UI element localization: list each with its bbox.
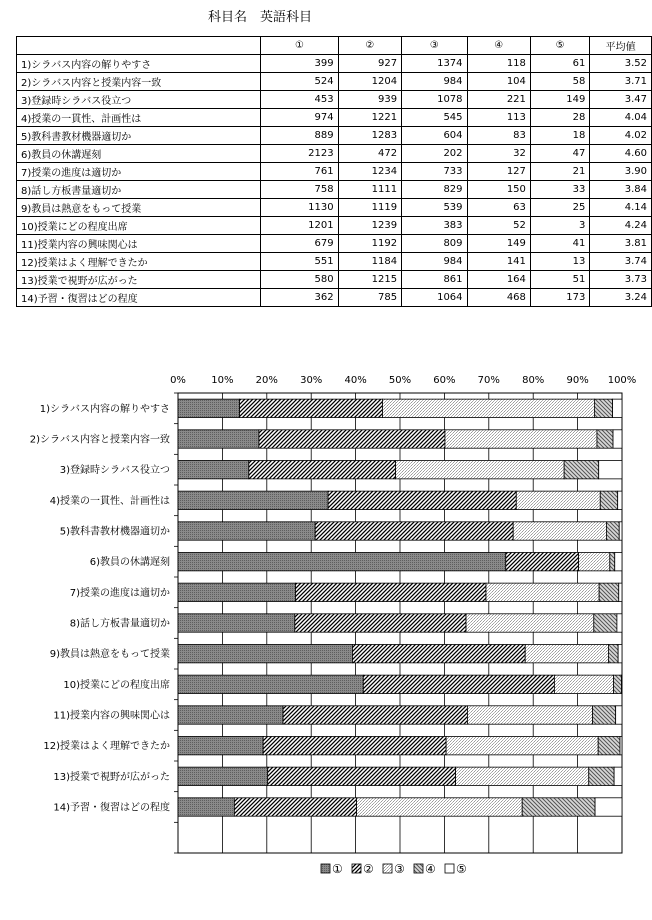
table-row	[17, 145, 652, 163]
x-tick-label: 10%	[211, 375, 234, 386]
bar-segment	[506, 552, 579, 570]
legend-label: ①	[332, 862, 343, 876]
legend-swatch	[321, 864, 330, 873]
mean-cell: 3.90	[590, 163, 652, 181]
count-cell: 149	[530, 91, 589, 109]
mean-cell: 3.84	[590, 181, 652, 199]
count-cell: 21	[530, 163, 589, 181]
bar-segment	[382, 399, 594, 417]
table-header-cell: ②	[338, 37, 401, 55]
mean-cell: 3.24	[590, 289, 652, 307]
bar-segment	[178, 491, 328, 509]
bar-segment	[597, 430, 613, 448]
bar-segment	[613, 399, 622, 417]
legend-label: ②	[363, 862, 374, 876]
bar-segment	[618, 644, 622, 662]
count-cell: 809	[402, 235, 467, 253]
bar-segment	[598, 736, 620, 754]
row-label: 14)予習・復習はどの程度	[17, 289, 261, 307]
bar-segment	[178, 552, 506, 570]
table-header-cell: ①	[261, 37, 338, 55]
bar-segment	[513, 522, 606, 540]
bar-segment	[178, 706, 283, 724]
count-cell: 472	[338, 145, 401, 163]
bar-segment	[594, 399, 612, 417]
subject-title: 科目名 英語科目	[208, 10, 313, 25]
bar-segment	[613, 430, 622, 448]
x-tick-label: 60%	[433, 375, 456, 386]
count-cell: 1130	[261, 199, 338, 217]
count-cell: 984	[402, 73, 467, 91]
legend-swatch	[414, 864, 423, 873]
count-cell: 679	[261, 235, 338, 253]
bar-segment	[178, 399, 240, 417]
row-label: 12)授業はよく理解できたか	[17, 253, 261, 271]
count-cell: 221	[467, 91, 530, 109]
bar-segment	[525, 644, 608, 662]
bar-segment	[178, 522, 315, 540]
count-cell: 25	[530, 199, 589, 217]
x-tick-label: 50%	[388, 375, 412, 386]
count-cell: 2123	[261, 145, 338, 163]
category-label: 8)話し方板書量適切か	[69, 618, 170, 630]
category-label: 10)授業にどの程度出席	[63, 679, 170, 691]
x-tick-label: 40%	[344, 375, 367, 386]
table-row	[17, 253, 652, 271]
bar-segment	[357, 798, 523, 816]
bar-segment	[466, 614, 594, 632]
bar-segment	[620, 736, 622, 754]
table-header-cell	[17, 37, 261, 55]
category-label: 4)授業の一貫性、計画性は	[49, 495, 170, 507]
table-header-cell: ⑤	[530, 37, 589, 55]
bar-segment	[234, 798, 356, 816]
count-cell: 52	[467, 217, 530, 235]
count-cell: 58	[530, 73, 589, 91]
count-cell: 164	[467, 271, 530, 289]
table-header-cell: 平均値	[590, 37, 652, 55]
row-label: 3)登録時シラバス役立つ	[17, 91, 261, 109]
x-tick-label: 20%	[255, 375, 278, 386]
category-label: 5)教科書教材機器適切か	[59, 526, 170, 538]
category-label: 1)シラバス内容の解りやすさ	[39, 403, 170, 415]
x-tick-label: 0%	[170, 375, 186, 386]
bar-segment	[178, 614, 295, 632]
count-cell: 202	[402, 145, 467, 163]
bar-segment	[178, 644, 352, 662]
count-cell: 1064	[402, 289, 467, 307]
bar-segment	[594, 614, 617, 632]
category-label: 2)シラバス内容と授業内容一致	[29, 434, 170, 446]
mean-cell: 3.52	[590, 55, 652, 73]
count-cell: 173	[530, 289, 589, 307]
bar-segment	[486, 583, 599, 601]
count-cell: 551	[261, 253, 338, 271]
bar-segment	[178, 736, 263, 754]
category-label: 12)授業はよく理解できたか	[43, 741, 170, 753]
count-cell: 3	[530, 217, 589, 235]
bar-segment	[445, 430, 597, 448]
bar-segment	[178, 798, 234, 816]
bar-segment	[610, 552, 615, 570]
count-cell: 604	[402, 127, 467, 145]
count-cell: 1204	[338, 73, 401, 91]
bar-segment	[456, 767, 589, 785]
x-tick-label: 70%	[477, 375, 500, 386]
count-cell: 113	[467, 109, 530, 127]
count-cell: 104	[467, 73, 530, 91]
chart-svg	[0, 360, 652, 920]
bar-segment	[608, 644, 618, 662]
count-cell: 580	[261, 271, 338, 289]
bar-segment	[328, 491, 516, 509]
mean-cell: 4.02	[590, 127, 652, 145]
bar-segment	[579, 552, 610, 570]
table-row	[17, 235, 652, 253]
bar-segment	[606, 522, 619, 540]
legend-label: ⑤	[456, 862, 467, 876]
bar-segment	[446, 736, 598, 754]
count-cell: 468	[467, 289, 530, 307]
legend-label: ④	[425, 862, 436, 876]
bar-segment	[589, 767, 614, 785]
bar-segment	[283, 706, 467, 724]
bar-segment	[178, 583, 295, 601]
count-cell: 974	[261, 109, 338, 127]
count-cell: 33	[530, 181, 589, 199]
x-tick-label: 30%	[300, 375, 323, 386]
bar-segment	[516, 491, 600, 509]
count-cell: 1119	[338, 199, 401, 217]
legend-swatch	[352, 864, 361, 873]
row-label: 2)シラバス内容と授業内容一致	[17, 73, 261, 91]
legend-swatch	[445, 864, 454, 873]
bar-segment	[619, 522, 622, 540]
category-label: 7)授業の進度は適切か	[69, 587, 170, 599]
bar-segment	[554, 675, 613, 693]
count-cell: 1192	[338, 235, 401, 253]
row-label: 6)教員の休講遅刻	[17, 145, 261, 163]
category-label: 11)授業内容の興味関心は	[53, 710, 170, 722]
row-label: 8)話し方板書量適切か	[17, 181, 261, 199]
bar-segment	[178, 430, 259, 448]
bar-segment	[599, 460, 622, 478]
count-cell: 63	[467, 199, 530, 217]
count-cell: 51	[530, 271, 589, 289]
count-cell: 383	[402, 217, 467, 235]
bar-segment	[593, 706, 616, 724]
count-cell: 545	[402, 109, 467, 127]
count-cell: 13	[530, 253, 589, 271]
count-cell: 829	[402, 181, 467, 199]
table-row	[17, 109, 652, 127]
bar-segment	[363, 675, 554, 693]
category-label: 6)教員の休講遅刻	[89, 557, 170, 569]
table-row	[17, 73, 652, 91]
row-label: 4)授業の一貫性、計画性は	[17, 109, 261, 127]
count-cell: 733	[402, 163, 467, 181]
bar-segment	[249, 460, 396, 478]
table-header-cell: ④	[467, 37, 530, 55]
count-cell: 141	[467, 253, 530, 271]
count-cell: 399	[261, 55, 338, 73]
count-cell: 453	[261, 91, 338, 109]
row-label: 13)授業で視野が広がった	[17, 271, 261, 289]
count-cell: 861	[402, 271, 467, 289]
bar-segment	[619, 583, 622, 601]
bar-segment	[178, 675, 363, 693]
count-cell: 1234	[338, 163, 401, 181]
bar-segment	[614, 767, 622, 785]
x-tick-label: 80%	[522, 375, 545, 386]
category-label: 9)教員は熱意をもって授業	[49, 649, 170, 661]
count-cell: 1283	[338, 127, 401, 145]
bar-segment	[315, 522, 513, 540]
count-cell: 127	[467, 163, 530, 181]
bar-segment	[599, 583, 619, 601]
stacked-bar-chart	[0, 360, 652, 920]
bar-segment	[178, 460, 249, 478]
count-cell: 28	[530, 109, 589, 127]
bar-segment	[614, 675, 622, 693]
count-cell: 927	[338, 55, 401, 73]
mean-cell: 4.14	[590, 199, 652, 217]
bar-segment	[295, 583, 486, 601]
score-table	[16, 36, 652, 307]
row-label: 10)授業にどの程度出席	[17, 217, 261, 235]
count-cell: 1111	[338, 181, 401, 199]
mean-cell: 3.73	[590, 271, 652, 289]
table-row	[17, 199, 652, 217]
row-label: 1)シラバス内容の解りやすさ	[17, 55, 261, 73]
count-cell: 41	[530, 235, 589, 253]
category-label: 13)授業で視野が広がった	[53, 771, 170, 783]
count-cell: 1078	[402, 91, 467, 109]
count-cell: 1374	[402, 55, 467, 73]
mean-cell: 4.04	[590, 109, 652, 127]
count-cell: 1201	[261, 217, 338, 235]
count-cell: 83	[467, 127, 530, 145]
count-cell: 149	[467, 235, 530, 253]
x-tick-label: 90%	[566, 375, 589, 386]
count-cell: 18	[530, 127, 589, 145]
mean-cell: 3.81	[590, 235, 652, 253]
count-cell: 1215	[338, 271, 401, 289]
count-cell: 524	[261, 73, 338, 91]
count-cell: 761	[261, 163, 338, 181]
bar-segment	[259, 430, 445, 448]
table-row	[17, 289, 652, 307]
bar-segment	[616, 706, 622, 724]
count-cell: 1239	[338, 217, 401, 235]
category-label: 3)登録時シラバス役立つ	[59, 465, 170, 477]
table-row	[17, 217, 652, 235]
row-label: 7)授業の進度は適切か	[17, 163, 261, 181]
count-cell: 150	[467, 181, 530, 199]
count-cell: 1221	[338, 109, 401, 127]
table-row	[17, 91, 652, 109]
count-cell: 61	[530, 55, 589, 73]
count-cell: 118	[467, 55, 530, 73]
mean-cell: 4.60	[590, 145, 652, 163]
bar-segment	[617, 614, 622, 632]
bar-segment	[268, 767, 456, 785]
x-tick-label: 100%	[607, 375, 637, 386]
row-label: 9)教員は熱意をもって授業	[17, 199, 261, 217]
bar-segment	[467, 706, 592, 724]
table-row	[17, 181, 652, 199]
count-cell: 984	[402, 253, 467, 271]
bar-segment	[396, 460, 565, 478]
bar-segment	[600, 491, 617, 509]
count-cell: 539	[402, 199, 467, 217]
bar-segment	[615, 552, 622, 570]
bar-segment	[522, 798, 595, 816]
bar-segment	[263, 736, 446, 754]
table-row	[17, 163, 652, 181]
count-cell: 362	[261, 289, 338, 307]
row-label: 5)教科書教材機器適切か	[17, 127, 261, 145]
table-header-row	[17, 37, 652, 55]
bar-segment	[295, 614, 466, 632]
bar-segment	[595, 798, 622, 816]
bar-segment	[352, 644, 525, 662]
mean-cell: 4.24	[590, 217, 652, 235]
mean-cell: 3.71	[590, 73, 652, 91]
legend-swatch	[383, 864, 392, 873]
count-cell: 47	[530, 145, 589, 163]
count-cell: 1184	[338, 253, 401, 271]
count-cell: 889	[261, 127, 338, 145]
mean-cell: 3.47	[590, 91, 652, 109]
bar-segment	[618, 491, 622, 509]
count-cell: 32	[467, 145, 530, 163]
table-row	[17, 271, 652, 289]
count-cell: 939	[338, 91, 401, 109]
count-cell: 785	[338, 289, 401, 307]
bar-segment	[564, 460, 599, 478]
count-cell: 758	[261, 181, 338, 199]
table-row	[17, 127, 652, 145]
table-header-cell: ③	[402, 37, 467, 55]
table-row	[17, 55, 652, 73]
category-label: 14)予習・復習はどの程度	[53, 802, 170, 814]
bar-segment	[240, 399, 383, 417]
legend-label: ③	[394, 862, 405, 876]
mean-cell: 3.74	[590, 253, 652, 271]
bar-segment	[178, 767, 268, 785]
row-label: 11)授業内容の興味関心は	[17, 235, 261, 253]
